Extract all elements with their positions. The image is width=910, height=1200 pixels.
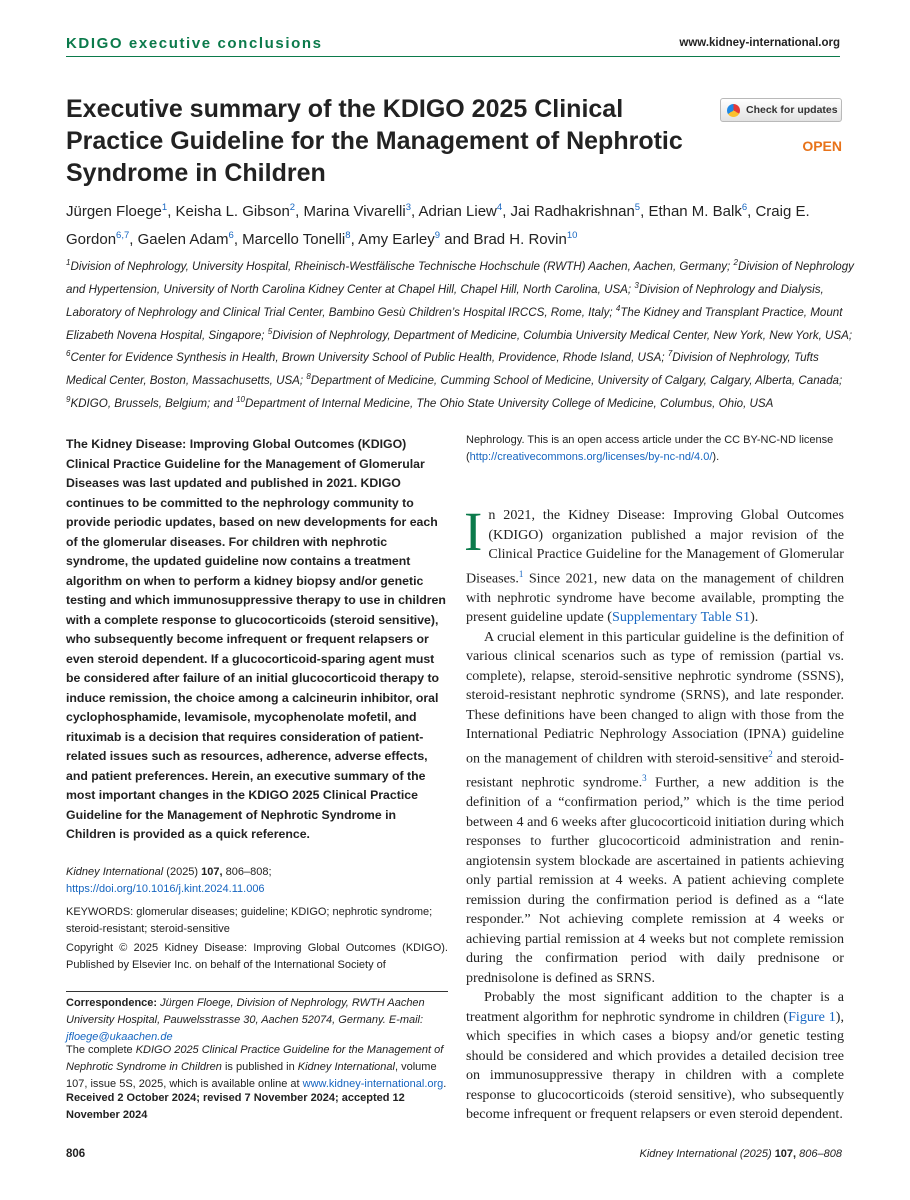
drop-cap: I xyxy=(464,501,483,562)
affiliation-number: 3 xyxy=(634,280,639,290)
keywords: KEYWORDS: glomerular diseases; guideline; KDIGO; nephrotic syndrome; steroid-resistant; steroid-sensitive xyxy=(66,906,433,935)
note-website-link[interactable]: www.kidney-international.org xyxy=(302,1078,444,1090)
note-journal: Kidney International xyxy=(297,1061,395,1073)
header-divider xyxy=(66,56,840,57)
author-name: Gaelen Adam xyxy=(137,231,229,248)
p1-text-c: ). xyxy=(750,609,759,626)
author-name: Keisha L. Gibson xyxy=(175,203,290,220)
author-name: Ethan M. Balk xyxy=(648,203,742,220)
received-dates: Received 2 October 2024; revised 7 November 2024; accepted 12 November 2024 xyxy=(66,1092,405,1121)
affiliation-number: 8 xyxy=(306,372,311,382)
citation-journal: Kidney International xyxy=(66,866,164,878)
author-affiliation-ref[interactable]: 3 xyxy=(405,202,411,213)
journal-section-label: KDIGO executive conclusions xyxy=(66,35,323,52)
reference-3-link[interactable]: 3 xyxy=(642,772,647,783)
author-separator: , xyxy=(167,203,176,220)
note-guideline-title: KDIGO 2025 Clinical Practice Guideline for the Management of Nephrotic Syndrome in Children xyxy=(66,1044,444,1073)
article-title: Executive summary of the KDIGO 2025 Clinical Practice Guideline for the Management of Nephrotic Syndrome in Children xyxy=(66,95,683,187)
author-affiliation-ref[interactable]: 6 xyxy=(228,230,234,241)
p3-text-a: Probably the most significant addition to the chapter is a treatment algorithm for nephrotic syndrome in children ( xyxy=(466,989,844,1025)
complete-guideline-note xyxy=(66,1042,448,1093)
footer-citation xyxy=(640,1148,842,1160)
author-name: Amy Earley xyxy=(358,231,435,248)
license-link[interactable]: http://creativecommons.org/licenses/by-nc-nd/4.0/ xyxy=(469,451,713,463)
affiliation-text: Department of Medicine, Cumming School of Medicine, University of Calgary, Calgary, Alberta, Canada; xyxy=(310,374,843,388)
p2-text-a: A crucial element in this particular guideline is the definition of various clinical scenarios such as type of remission (partial vs. complete), relapse, steroid-sensitive nephrotic syndrome (SSNS), steroid-resistant nephrotic syndrome (SRNS), and late responder. These definitions have been changed to align with those from the International Pediatric Nephrology Association (IPNA) guideline on the management of children with steroid-sensitive xyxy=(466,628,844,767)
journal-website-link[interactable]: www.kidney-international.org xyxy=(679,37,840,49)
author-name: Adrian Liew xyxy=(418,203,497,220)
p1-text-a: n 2021, the Kidney Disease: Improving Global Outcomes (KDIGO) organization published a major revision of the Clinical Practice Guideline for the Management of Glomerular Diseases. xyxy=(466,507,844,587)
author-affiliation-ref[interactable]: 10 xyxy=(566,230,578,241)
correspondence-label: Correspondence: xyxy=(66,997,158,1009)
body-paragraph-1 xyxy=(464,501,844,628)
author-affiliation-ref[interactable]: 5 xyxy=(634,202,641,213)
note-pre: The complete xyxy=(66,1044,136,1056)
affiliation-text: Division of Nephrology, Department of Medicine, Columbia University Medical Center, New York, New York, USA; xyxy=(272,328,853,342)
affiliation-text: Division of Nephrology and Dialysis, Laboratory of Nephrology and Clinical Trial Center, Bambino Gesù Children’s Hospital IRCCS, Rome, Italy; xyxy=(66,282,824,319)
check-for-updates-label: Check for updates xyxy=(746,104,838,116)
author-separator: , xyxy=(350,231,359,248)
citation-volume: 107, xyxy=(201,866,223,878)
correspondence-text: Jürgen Floege, Division of Nephrology, RWTH Aachen University Hospital, Pauwelsstrasse 30, Aachen 52074, Germany. E-mail: xyxy=(66,997,425,1026)
supplementary-table-link[interactable]: Supplementary Table S1 xyxy=(611,609,751,626)
author-list xyxy=(66,196,846,252)
affiliation-number: 10 xyxy=(236,395,245,405)
footer-journal: Kidney International xyxy=(639,1148,737,1160)
reference-1-link[interactable]: 1 xyxy=(518,568,524,579)
p2-text-c: Further, a new addition is the definition of a “confirmation period,” which is the time period between 4 and 6 weeks after glucocorticoid initiation during which responses to further glucocorticoid administration and renin-angiotensin system blockade are ascertained in patients achieving only partial remission at 4 weeks. A patient achieving complete remission during the confirmation period is defined as a “late responder.” Not achieving complete remission at 4 weeks or achieving partial remission at 4 weeks but not complete remission during the confirmation period with daily prednisone or prednisolone is defined as SRNS. xyxy=(466,774,844,986)
affiliation-text: Department of Internal Medicine, The Ohio State University College of Medicine, Columbus, Ohio, USA xyxy=(244,397,774,411)
body-paragraph-2 xyxy=(466,628,844,988)
correspondence-divider xyxy=(66,991,448,992)
citation-pages: 806–808; xyxy=(222,866,272,878)
footer-year: (2025) xyxy=(736,1148,775,1160)
affiliation-text: Division of Nephrology and Hypertension, University of North Carolina Kidney Center at Chapel Hill, Chapel Hill, North Carolina, USA; xyxy=(66,259,854,296)
author-separator: , xyxy=(295,203,304,220)
affiliation-number: 5 xyxy=(267,326,273,336)
body-paragraph-3 xyxy=(466,988,844,1125)
affiliation-text: Center for Evidence Synthesis in Health, Brown University School of Public Health, Providence, Rhode Island, USA; xyxy=(70,351,668,365)
footer-volume: 107, xyxy=(774,1148,797,1160)
citation-line xyxy=(66,864,448,898)
author-affiliation-ref[interactable]: 6 xyxy=(741,202,748,213)
footer-pages: 806–808 xyxy=(796,1148,842,1160)
author-affiliation-ref[interactable]: 4 xyxy=(496,202,503,213)
crossmark-icon xyxy=(727,104,740,117)
author-name: Marina Vivarelli xyxy=(303,203,406,220)
author-affiliation-ref[interactable]: 2 xyxy=(289,202,296,213)
abstract: The Kidney Disease: Improving Global Outcomes (KDIGO) Clinical Practice Guideline for the Management of Glomerular Diseases was last updated and published in 2021. KDIGO continues to be committed to the nephrology community to provide periodic updates, based on new developments for each of the glomerular diseases. For children with nephrotic syndrome, the updated guideline now contains a treatment algorithm on when to perform a kidney biopsy and/or genetic testing and which immunosuppressive therapy to use in children with a complete response to glucocorticoids (steroid sensitive), who subsequently become infrequent or frequent relapsers or even steroid dependent. If a glucocorticoid-sparing agent must be considered after failure of an initial glucocorticoid therapy to induce remission, the choice among a calcineurin inhibitor, oral cyclophosphamide, levamisole, mycophenolate mofetil, and rituximab is a decision that requires consideration of patient-related issues such as resources, adherence, adverse effects, and patient preferences. Herein, an executive summary of the most important changes in the KDIGO 2025 Clinical Practice Guideline for the Management of Nephrotic Syndrome in Children is provided as a quick reference. xyxy=(66,437,446,841)
copyright-notice: Copyright © 2025 Kidney Disease: Improving Global Outcomes (KDIGO). Published by Elsevier Inc. on behalf of the International Society of xyxy=(66,942,448,971)
author-separator: , xyxy=(129,231,138,248)
open-access-badge: OPEN xyxy=(802,138,842,154)
figure-1-link[interactable]: Figure 1 xyxy=(788,1008,836,1025)
author-separator: , xyxy=(640,203,649,220)
affiliation-number: 1 xyxy=(66,258,71,267)
author-separator: , xyxy=(747,203,756,220)
body-text xyxy=(464,501,844,1125)
affiliation-number: 9 xyxy=(66,395,71,405)
author-separator: and xyxy=(440,231,474,248)
affiliation-number: 2 xyxy=(733,258,738,267)
affiliation-text: KDIGO, Brussels, Belgium; and xyxy=(70,397,237,411)
license-notice xyxy=(466,432,844,466)
note-end: . xyxy=(443,1078,447,1090)
affiliation-number: 6 xyxy=(66,349,71,359)
affiliation-list xyxy=(66,253,856,413)
license-end: ). xyxy=(712,451,720,463)
author-separator: , xyxy=(411,203,419,220)
doi-link[interactable]: https://doi.org/10.1016/j.kint.2024.11.006 xyxy=(66,883,265,895)
author-separator: , xyxy=(502,203,511,220)
author-separator: , xyxy=(233,231,243,248)
author-affiliation-ref[interactable]: 6,7 xyxy=(116,230,130,241)
affiliation-text: Division of Nephrology, University Hospital, Rheinisch-Westfälische Technische Hochschule (RWTH) Aachen, Aachen, Germany; xyxy=(70,259,734,273)
p2-text-b: and steroid-resistant nephrotic syndrome. xyxy=(466,750,844,791)
author-name: Brad H. Rovin xyxy=(473,231,567,248)
correspondence xyxy=(66,995,448,1046)
author-affiliation-ref[interactable]: 8 xyxy=(345,230,351,241)
note-post: , volume 107, issue 5S, 2025, which is available online at xyxy=(66,1061,437,1090)
author-affiliation-ref[interactable]: 1 xyxy=(161,202,168,213)
correspondence-email-link[interactable]: jfloege@ukaachen.de xyxy=(66,1031,173,1043)
author-name: Marcello Tonelli xyxy=(242,231,346,248)
check-for-updates-button[interactable] xyxy=(720,98,842,122)
reference-2-link[interactable]: 2 xyxy=(768,748,773,759)
license-text: Nephrology. This is an open access article under the CC BY-NC-ND license ( xyxy=(466,434,834,463)
author-affiliation-ref[interactable]: 9 xyxy=(434,230,441,241)
note-mid: is published in xyxy=(221,1061,298,1073)
author-name: Jai Radhakrishnan xyxy=(510,203,635,220)
p1-text-b: Since 2021, new data on the management of children with nephrotic syndrome have become available, prompting the present guideline update ( xyxy=(466,570,844,626)
author-name: Jürgen Floege xyxy=(66,203,162,220)
page-number: 806 xyxy=(66,1148,86,1160)
p3-text-b: ), which specifies in which cases a biopsy and/or genetic testing should be considered and which provides a detailed decision tree on immunosuppressive therapy in children with a complete response to glucocorticoids (steroid sensitive), who subsequently become infrequent or frequent relapsers or even steroid dependent. xyxy=(466,1008,844,1123)
author-name: Craig E. Gordon xyxy=(66,203,810,248)
citation-year: (2025) xyxy=(163,866,202,878)
affiliation-number: 4 xyxy=(615,303,621,313)
affiliation-text: Division of Nephrology, Tufts Medical Center, Boston, Massachusetts, USA; xyxy=(66,351,819,388)
affiliation-number: 7 xyxy=(667,349,673,359)
affiliation-text: The Kidney and Transplant Practice, Mount Elizabeth Novena Hospital, Singapore; xyxy=(66,305,843,342)
